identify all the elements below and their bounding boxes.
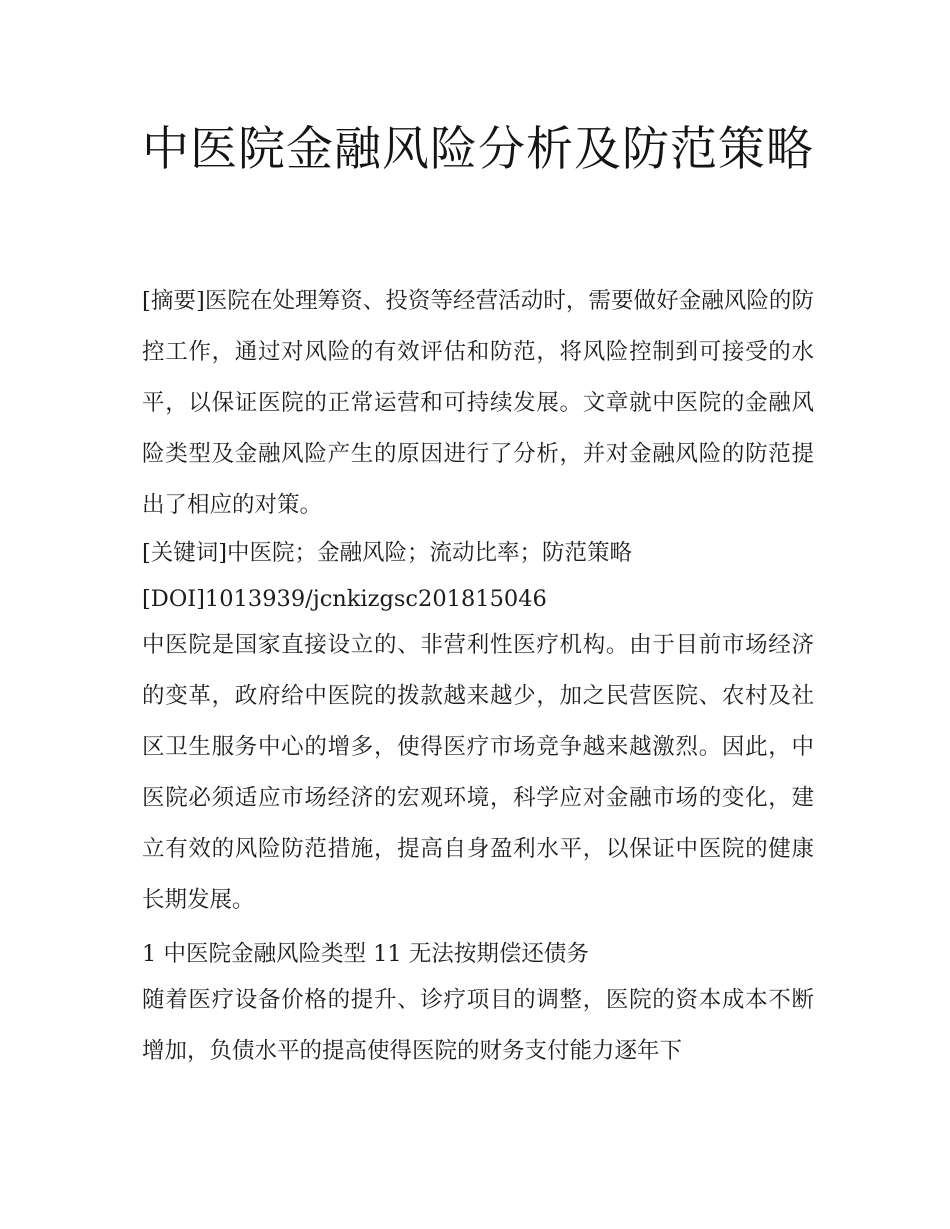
section-heading: 1 中医院金融风险类型 11 无法按期偿还债务 [142, 941, 589, 967]
intro-paragraph: 中医院是国家直接设立的、非营利性医疗机构。由于目前市场经济的变革，政府给中医院的拨款越来越少，加之民营医院、农村及社区卫生服务中心的增多，使得医疗市场竞争越来越激烈。因此，中医院必须适应市场经济的宏观环境，科学应对金融市场的变化，建立有效的风险防范措施，提高自身盈利水平，以保证中医院的健康长期发展。 [142, 632, 814, 913]
keywords-line: [关键词]中医院；金融风险；流动比率；防范策略 [142, 540, 633, 566]
doi-line: [DOI]1013939/jcnkizgsc201815046 [142, 586, 547, 612]
abstract-paragraph: [摘要]医院在处理筹资、投资等经营活动时，需要做好金融风险的防控工作，通过对风险的有效评估和防范，将风险控制到可接受的水平，以保证医院的正常运营和可持续发展。文章就中医院的金融风险类型及金融风险产生的原因进行了分析，并对金融风险的防范提出了相应的对策。 [142, 288, 814, 518]
body-paragraph: 随着医疗设备价格的提升、诊疗项目的调整，医院的资本成本不断增加，负债水平的提高使得医院的财务支付能力逐年下 [142, 987, 814, 1064]
document-title: 中医院金融风险分析及防范策略 [142, 122, 814, 177]
